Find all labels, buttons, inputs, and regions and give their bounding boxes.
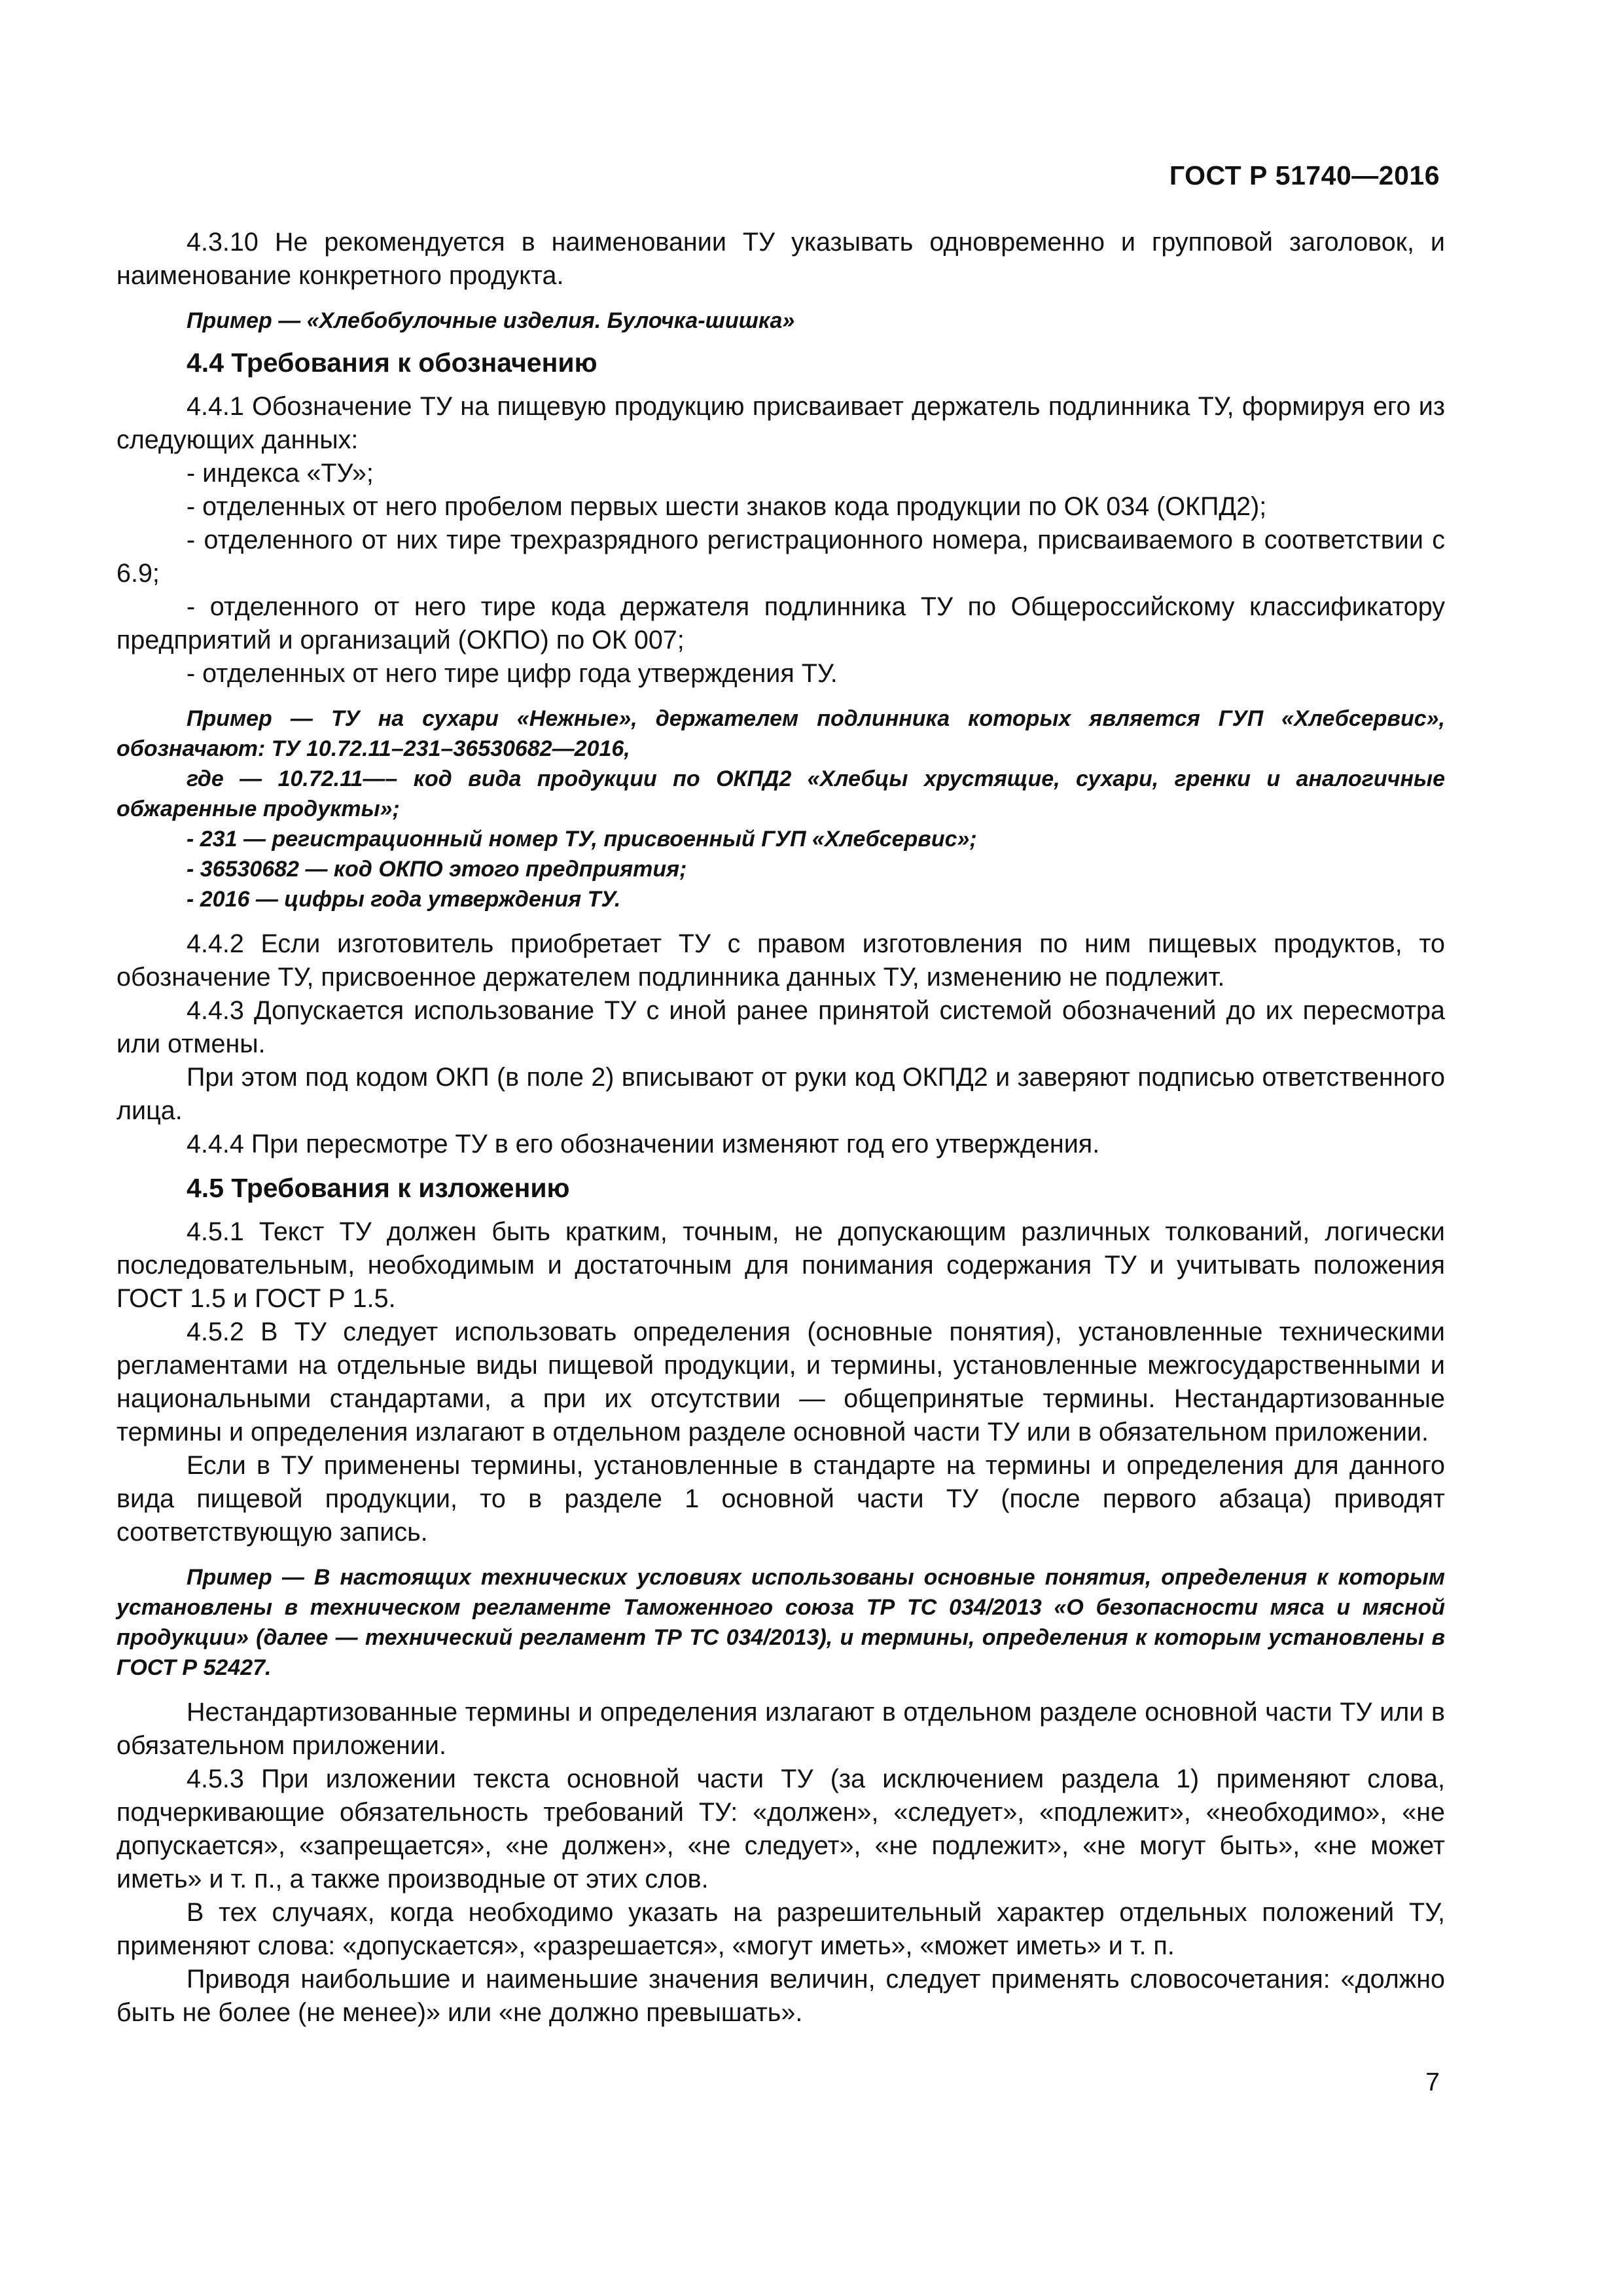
example-designation-item: - 36530682 — код ОКПО этого предприятия; bbox=[187, 857, 687, 882]
list-item: - отделенного от них тире трехразрядного регистрационного номера, присваиваемого в соответствии с 6.9; bbox=[116, 526, 1445, 588]
list-item: - отделенных от него тире цифр года утверждения ТУ. bbox=[187, 659, 838, 688]
example-designation: Пример — ТУ на сухари «Нежные», держателем подлинника которых является ГУП «Хлебсервис», обозначают: ТУ 10.72.11–231–36530682—2016, bbox=[116, 706, 1445, 761]
example-designation-item: - 2016 — цифры года утверждения ТУ. bbox=[187, 887, 621, 912]
paragraph-4-4-2: 4.4.2 Если изготовитель приобретает ТУ с правом изготовления по ним пищевых продуктов, то обозначение ТУ, присвоенное держателем подлинника данных ТУ, изменению не подлежит. bbox=[116, 929, 1445, 992]
paragraph-4-5-2-terms: Если в ТУ применены термины, установленные в стандарте на термины и определения для данного вида пищевой продукции, то в разделе 1 основной части ТУ (после первого абзаца) приводят соответствующую запись. bbox=[116, 1451, 1445, 1547]
list-item: - отделенного от него тире кода держателя подлинника ТУ по Общероссийскому классификатору предприятий и организаций (ОКПО) по ОК 007; bbox=[116, 592, 1445, 655]
section-heading-4-5: 4.5 Требования к изложению bbox=[187, 1173, 570, 1203]
paragraph-4-5-2: 4.5.2 В ТУ следует использовать определения (основные понятия), установленные техническими регламентами на отдельные виды пищевой продукции, и термины, установленные межгосударственными и национальными стандартами, а при их отсутствии — общепринятые термины. Нестандартизованные термины и определения излагают в отдельном разделе основной части ТУ или в обязательном приложении. bbox=[116, 1318, 1445, 1446]
page-number: 7 bbox=[1425, 2068, 1440, 2096]
list-item: - отделенных от него пробелом первых шести знаков кода продукции по ОК 034 (ОКПД2); bbox=[187, 492, 1267, 521]
paragraph-4-5-3-permissive: В тех случаях, когда необходимо указать на разрешительный характер отдельных положений ТУ, применяют слова: «допускается», «разрешается», «могут иметь», «может иметь» и т. п. bbox=[116, 1898, 1445, 1960]
page-body bbox=[116, 226, 1445, 2030]
example-designation-where: где — 10.72.11—– код вида продукции по ОКПД2 «Хлебцы хрустящие, сухари, гренки и аналогичные обжаренные продукты»; bbox=[116, 766, 1445, 821]
paragraph-4-4-4: 4.4.4 При пересмотре ТУ в его обозначении изменяют год его утверждения. bbox=[187, 1130, 1100, 1158]
document-designation: ГОСТ Р 51740—2016 bbox=[1169, 160, 1440, 190]
paragraph-4-5-1: 4.5.1 Текст ТУ должен быть кратким, точным, не допускающим различных толкований, логически последовательным, необходимым и достаточным для понимания содержания ТУ и учитывать положения ГОСТ 1.5 и ГОСТ Р 1.5. bbox=[116, 1217, 1445, 1313]
paragraph-4-4-1: 4.4.1 Обозначение ТУ на пищевую продукцию присваивает держатель подлинника ТУ, формируя его из следующих данных: bbox=[116, 392, 1445, 454]
paragraph-4-3-10: 4.3.10 Не рекомендуется в наименовании ТУ указывать одновременно и групповой заголовок, и наименование конкретного продукта. bbox=[116, 228, 1445, 290]
example-bakery-name: Пример — «Хлебобулочные изделия. Булочка-шишка» bbox=[187, 308, 795, 333]
example-terms-record: Пример — В настоящих технических условиях использованы основные понятия, определения к которым установлены в техническом регламенте Таможенного союза ТР ТС 034/2013 «О безопасности мяса и мясной продукции» (далее — технический регламент ТР ТС 034/2013), и термины, определения к которым установлены в ГОСТ Р 52427. bbox=[116, 1565, 1445, 1680]
list-item: - индекса «ТУ»; bbox=[187, 459, 374, 488]
paragraph-4-5-3: 4.5.3 При изложении текста основной части ТУ (за исключением раздела 1) применяют слова, подчеркивающие обязательность требований ТУ: «должен», «следует», «подлежит», «необходимо», «не допускается», «запрещается», «не должен», «не следует», «не подлежит», «не могут быть», «не может иметь» и т. п., а также производные от этих слов. bbox=[116, 1765, 1445, 1893]
paragraph-4-5-2-nonstandard: Нестандартизованные термины и определения излагают в отдельном разделе основной части ТУ или в обязательном приложении. bbox=[116, 1698, 1445, 1760]
example-designation-item: - 231 — регистрационный номер ТУ, присвоенный ГУП «Хлебсервис»; bbox=[187, 827, 977, 852]
paragraph-4-4-3-continued: При этом под кодом ОКП (в поле 2) вписывают от руки код ОКПД2 и заверяют подписью ответственного лица. bbox=[116, 1063, 1445, 1125]
paragraph-4-4-3: 4.4.3 Допускается использование ТУ с иной ранее принятой системой обозначений до их пересмотра или отмены. bbox=[116, 996, 1445, 1058]
section-heading-4-4: 4.4 Требования к обозначению bbox=[187, 348, 597, 378]
paragraph-4-5-3-limits: Приводя наибольшие и наименьшие значения величин, следует применять словосочетания: «должно быть не более (не менее)» или «не должно превышать». bbox=[116, 1965, 1445, 2027]
